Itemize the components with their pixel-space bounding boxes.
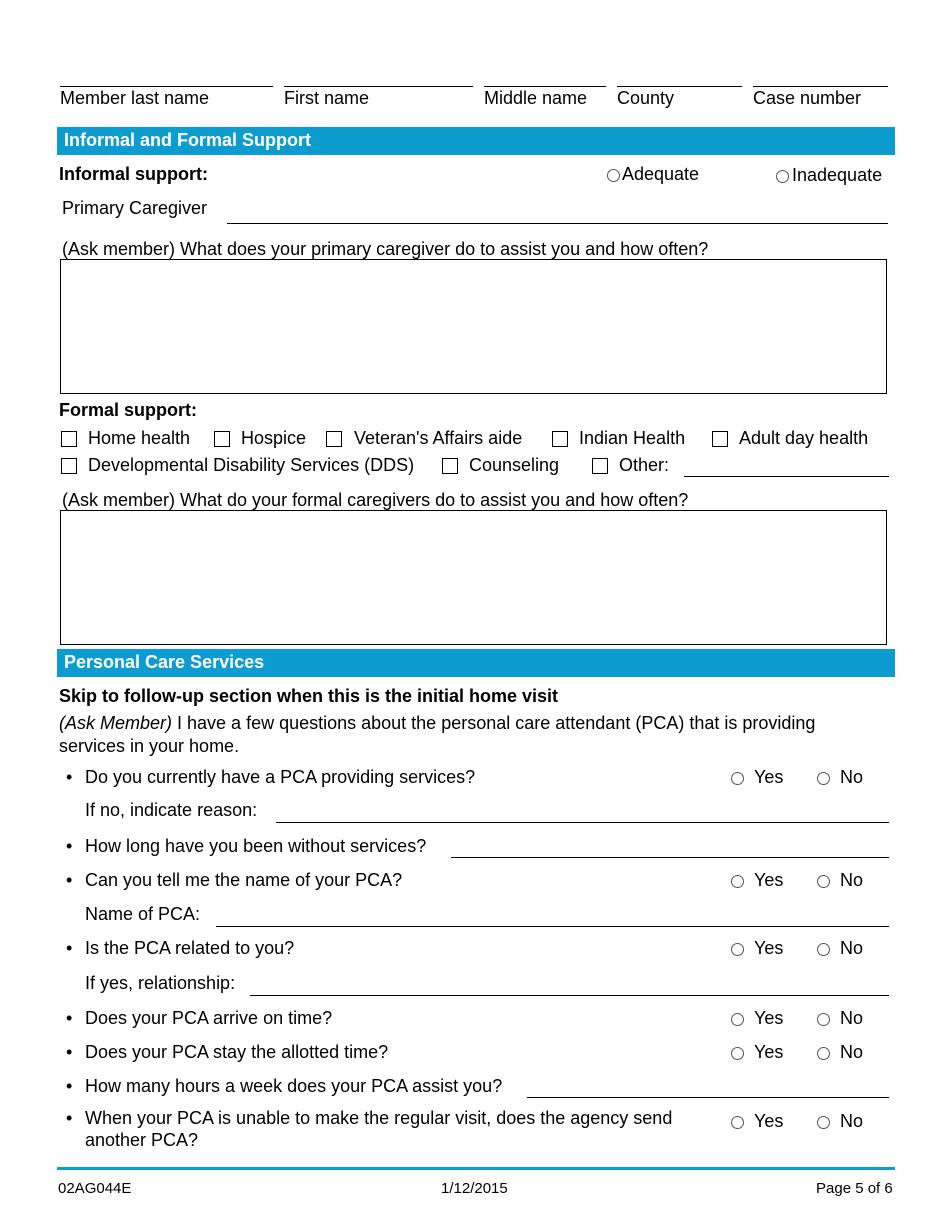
pca-name-no-label: No bbox=[840, 870, 864, 890]
other-checkbox[interactable] bbox=[592, 458, 608, 474]
arrive-on-time-no-radio[interactable] bbox=[817, 1013, 830, 1026]
question-allotted-time: Does your PCA stay the allotted time? bbox=[85, 1042, 389, 1062]
primary-caregiver-question: (Ask member) What does your primary caregiver do to assist you and how often? bbox=[62, 239, 709, 259]
primary-caregiver-answer-box[interactable] bbox=[60, 259, 887, 394]
bullet: • bbox=[66, 1108, 73, 1128]
question-pca-name: Can you tell me the name of your PCA? bbox=[85, 870, 403, 890]
pcs-intro-em: (Ask Member) bbox=[59, 713, 173, 733]
bullet: • bbox=[66, 1008, 73, 1028]
agency-send-yes-radio[interactable] bbox=[731, 1116, 744, 1129]
counseling-checkbox[interactable] bbox=[442, 458, 458, 474]
question-pca-related: Is the PCA related to you? bbox=[85, 938, 295, 958]
first-name-label: First name bbox=[284, 88, 370, 108]
pcs-intro-text: I have a few questions about the personal care attendant (PCA) that is providing bbox=[172, 713, 816, 733]
first-name-line[interactable] bbox=[284, 86, 473, 87]
have-pca-yes-label: Yes bbox=[754, 767, 784, 787]
counseling-label: Counseling bbox=[469, 455, 560, 475]
allotted-time-no-label: No bbox=[840, 1042, 864, 1062]
adequate-radio[interactable] bbox=[607, 169, 620, 182]
allotted-time-no-radio[interactable] bbox=[817, 1047, 830, 1060]
have-pca-no-radio[interactable] bbox=[817, 772, 830, 785]
veterans-checkbox[interactable] bbox=[326, 431, 342, 447]
formal-caregivers-question: (Ask member) What do your formal caregivers do to assist you and how often? bbox=[62, 490, 689, 510]
bullet: • bbox=[66, 767, 73, 787]
arrive-on-time-yes-label: Yes bbox=[754, 1008, 784, 1028]
agency-send-yes-label: Yes bbox=[754, 1111, 784, 1131]
agency-send-no-label: No bbox=[840, 1111, 864, 1131]
pca-name-yes-radio[interactable] bbox=[731, 875, 744, 888]
dds-checkbox[interactable] bbox=[61, 458, 77, 474]
adult-day-health-checkbox[interactable] bbox=[712, 431, 728, 447]
skip-instruction: Skip to follow-up section when this is the initial home visit bbox=[59, 686, 559, 706]
dds-label: Developmental Disability Services (DDS) bbox=[88, 455, 415, 475]
pca-related-yes-label: Yes bbox=[754, 938, 784, 958]
indian-health-checkbox[interactable] bbox=[552, 431, 568, 447]
pca-related-no-label: No bbox=[840, 938, 864, 958]
footer-date: 1/12/2015 bbox=[441, 1180, 508, 1197]
have-pca-yes-radio[interactable] bbox=[731, 772, 744, 785]
last-name-line[interactable] bbox=[60, 86, 273, 87]
without-services-line[interactable] bbox=[451, 857, 889, 858]
question-without-services: How long have you been without services? bbox=[85, 836, 427, 856]
no-reason-label: If no, indicate reason: bbox=[85, 800, 258, 820]
bullet: • bbox=[66, 836, 73, 856]
allotted-time-yes-label: Yes bbox=[754, 1042, 784, 1062]
indian-health-label: Indian Health bbox=[579, 428, 686, 448]
veterans-label: Veteran's Affairs aide bbox=[354, 428, 523, 448]
primary-caregiver-label: Primary Caregiver bbox=[62, 198, 208, 218]
name-of-pca-line[interactable] bbox=[216, 926, 889, 927]
arrive-on-time-yes-radio[interactable] bbox=[731, 1013, 744, 1026]
case-number-line[interactable] bbox=[753, 86, 888, 87]
adequate-label: Adequate bbox=[622, 164, 700, 184]
county-label: County bbox=[617, 88, 675, 108]
section-header-personal-care: Personal Care Services bbox=[57, 649, 895, 677]
other-label: Other: bbox=[619, 455, 670, 475]
agency-send-no-radio[interactable] bbox=[817, 1116, 830, 1129]
footer-page-number: Page 5 of 6 bbox=[816, 1180, 893, 1197]
allotted-time-yes-radio[interactable] bbox=[731, 1047, 744, 1060]
bullet: • bbox=[66, 1076, 73, 1096]
hospice-checkbox[interactable] bbox=[214, 431, 230, 447]
hospice-label: Hospice bbox=[241, 428, 307, 448]
county-line[interactable] bbox=[617, 86, 742, 87]
pcs-intro-line1 bbox=[59, 713, 815, 734]
pca-name-yes-label: Yes bbox=[754, 870, 784, 890]
last-name-label: Member last name bbox=[60, 88, 210, 108]
pca-related-no-radio[interactable] bbox=[817, 943, 830, 956]
home-health-checkbox[interactable] bbox=[61, 431, 77, 447]
case-number-label: Case number bbox=[753, 88, 862, 108]
informal-support-label: Informal support: bbox=[59, 164, 208, 184]
other-line[interactable] bbox=[684, 476, 889, 477]
question-have-pca: Do you currently have a PCA providing services? bbox=[85, 767, 476, 787]
arrive-on-time-no-label: No bbox=[840, 1008, 864, 1028]
inadequate-radio[interactable] bbox=[776, 170, 789, 183]
pcs-intro-line2: services in your home. bbox=[59, 736, 240, 756]
adult-day-health-label: Adult day health bbox=[739, 428, 869, 448]
middle-name-label: Middle name bbox=[484, 88, 588, 108]
question-hours-per-week: How many hours a week does your PCA assist you? bbox=[85, 1076, 503, 1096]
bullet: • bbox=[66, 938, 73, 958]
footer-form-id: 02AG044E bbox=[58, 1180, 132, 1197]
formal-support-label: Formal support: bbox=[59, 400, 197, 420]
bullet: • bbox=[66, 870, 73, 890]
question-agency-send-line2: another PCA? bbox=[85, 1130, 199, 1150]
relationship-line[interactable] bbox=[250, 995, 889, 996]
inadequate-label: Inadequate bbox=[792, 165, 883, 185]
name-of-pca-label: Name of PCA: bbox=[85, 904, 201, 924]
no-reason-line[interactable] bbox=[276, 822, 889, 823]
hours-per-week-line[interactable] bbox=[527, 1097, 889, 1098]
section-header-informal-formal: Informal and Formal Support bbox=[57, 127, 895, 155]
question-arrive-on-time: Does your PCA arrive on time? bbox=[85, 1008, 333, 1028]
pca-related-yes-radio[interactable] bbox=[731, 943, 744, 956]
have-pca-no-label: No bbox=[840, 767, 864, 787]
footer-rule bbox=[57, 1167, 895, 1170]
bullet: • bbox=[66, 1042, 73, 1062]
pca-name-no-radio[interactable] bbox=[817, 875, 830, 888]
question-agency-send-line1: When your PCA is unable to make the regular visit, does the agency send bbox=[85, 1108, 673, 1128]
formal-caregivers-answer-box[interactable] bbox=[60, 510, 887, 645]
primary-caregiver-line[interactable] bbox=[227, 223, 888, 224]
middle-name-line[interactable] bbox=[484, 86, 606, 87]
home-health-label: Home health bbox=[88, 428, 191, 448]
relationship-label: If yes, relationship: bbox=[85, 973, 236, 993]
